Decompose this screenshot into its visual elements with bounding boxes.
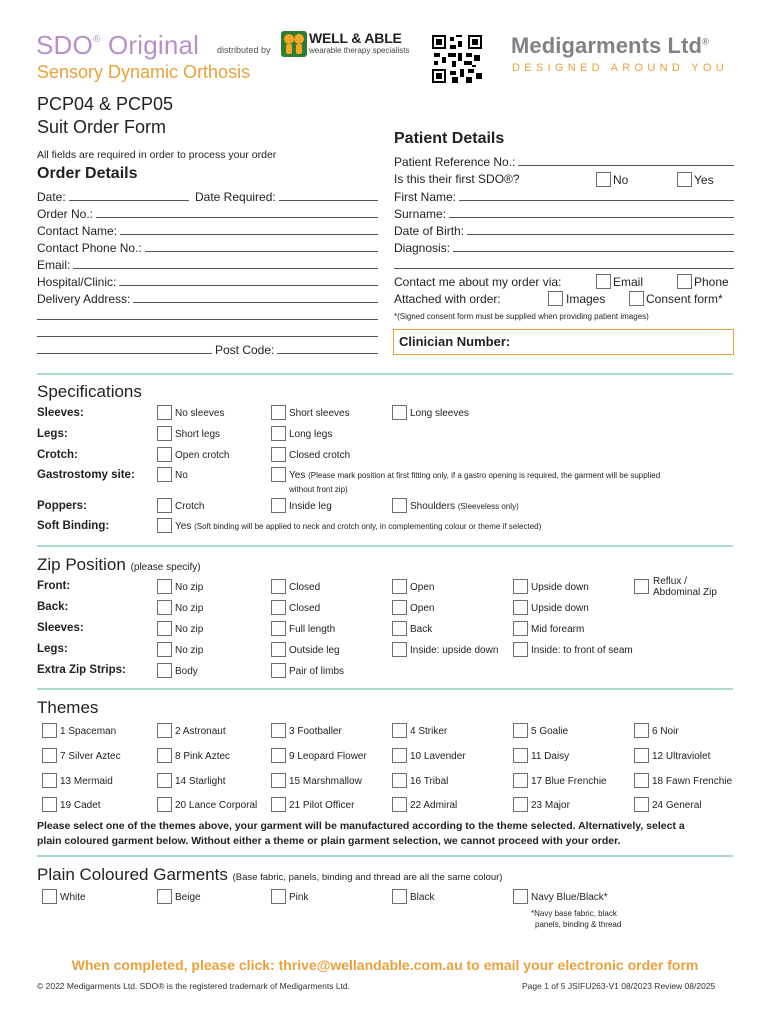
theme-label: 4 Striker [410, 726, 448, 737]
poppers-inside-leg-checkbox[interactable] [271, 498, 286, 513]
theme-checkbox[interactable] [157, 797, 172, 812]
post-code-field[interactable]: Post Code: [37, 343, 378, 357]
divider [37, 373, 733, 375]
theme-checkbox[interactable] [271, 723, 286, 738]
extra-pair-limbs-label: Pair of limbs [289, 666, 345, 677]
open-crotch-checkbox[interactable] [157, 447, 172, 462]
plain-beige-checkbox[interactable] [157, 889, 172, 904]
long-sleeves-checkbox[interactable] [392, 405, 407, 420]
order-details-heading: Order Details [37, 165, 138, 182]
theme-label: 6 Noir [652, 726, 679, 737]
back-no-zip-label: No zip [175, 603, 204, 614]
theme-label: 5 Goalie [531, 726, 569, 737]
theme-label: 10 Lavender [410, 751, 466, 762]
back-open-checkbox[interactable] [392, 600, 407, 615]
first-sdo-no-label: No [613, 173, 629, 187]
front-upside-down-label: Upside down [531, 582, 589, 593]
contact-phone-field[interactable]: Contact Phone No.: [37, 241, 378, 255]
divider [37, 688, 733, 690]
legs-outside-leg-checkbox[interactable] [271, 642, 286, 657]
first-sdo-yes-label: Yes [694, 173, 714, 187]
theme-checkbox[interactable] [634, 797, 649, 812]
theme-label: 9 Leopard Flower [289, 751, 367, 762]
distributed-by: distributed by [217, 45, 271, 55]
extra-pair-limbs-checkbox[interactable] [271, 663, 286, 678]
front-closed-checkbox[interactable] [271, 579, 286, 594]
zip-position-heading: Zip Position (please specify) [37, 555, 201, 574]
copyright: © 2022 Medigarments Ltd. SDO® is the registered trademark of Medigarments Ltd. [37, 981, 351, 991]
plain-white-checkbox[interactable] [42, 889, 57, 904]
front-no-zip-label: No zip [175, 582, 204, 593]
legs-inside-upside-down-checkbox[interactable] [392, 642, 407, 657]
well-and-able-logo-icon [281, 31, 307, 57]
plain-navy-checkbox[interactable] [513, 889, 528, 904]
short-sleeves-checkbox[interactable] [271, 405, 286, 420]
company-name: Medigarments Ltd® [511, 33, 709, 58]
theme-label: 21 Pilot Officer [289, 800, 355, 811]
gastro-no-label: No [175, 470, 188, 481]
short-legs-checkbox[interactable] [157, 426, 172, 441]
theme-label: 2 Astronaut [175, 726, 226, 737]
partner-subtitle: wearable therapy specialists [309, 46, 410, 55]
theme-checkbox[interactable] [392, 748, 407, 763]
back-closed-label: Closed [289, 603, 321, 614]
zip-legs-label: Legs: [37, 643, 68, 655]
theme-label: 8 Pink Aztec [175, 751, 231, 762]
short-legs-label: Short legs [175, 429, 221, 440]
theme-label: 15 Marshmallow [289, 776, 362, 787]
gastro-no-checkbox[interactable] [157, 467, 172, 482]
date-field[interactable]: Date: [37, 190, 189, 204]
no-sleeves-checkbox[interactable] [157, 405, 172, 420]
diagnosis-field[interactable]: Diagnosis: [394, 241, 734, 255]
partner-name: WELL & ABLE [309, 30, 402, 46]
theme-checkbox[interactable] [157, 773, 172, 788]
contact-phone-checkbox[interactable] [677, 274, 692, 289]
first-name-field[interactable]: First Name: [394, 190, 734, 204]
date-required-field[interactable]: Date Required: [195, 190, 378, 204]
gastro-yes-label: Yes (Please mark position at first fitting only, if a gastro opening is required, the garment will be supplied [289, 470, 661, 481]
legs-inside-upside-down-label: Inside: upside down [410, 645, 499, 656]
theme-label: 22 Admiral [410, 800, 458, 811]
legs-inside-front-seam-label: Inside: to front of seam [531, 645, 633, 656]
delivery-address-field[interactable]: Delivery Address: [37, 292, 378, 306]
sleeves-mid-forearm-checkbox[interactable] [513, 621, 528, 636]
page-info: Page 1 of 5 JSIFU263-V1 08/2023 Review 08/2025 [522, 981, 716, 991]
front-open-label: Open [410, 582, 435, 593]
theme-label: 23 Major [531, 800, 570, 811]
legs-inside-front-seam-checkbox[interactable] [513, 642, 528, 657]
hospital-field[interactable]: Hospital/Clinic: [37, 275, 378, 289]
short-sleeves-label: Short sleeves [289, 408, 350, 419]
plain-pink-label: Pink [289, 892, 309, 903]
theme-checkbox[interactable] [271, 797, 286, 812]
poppers-crotch-label: Crotch [175, 501, 205, 512]
long-legs-checkbox[interactable] [271, 426, 286, 441]
specifications-heading: Specifications [37, 382, 142, 401]
company-tagline: DESIGNED AROUND YOU [512, 62, 728, 74]
theme-label: 24 General [652, 800, 702, 811]
theme-label: 12 Ultraviolet [652, 751, 711, 762]
legs-outside-leg-label: Outside leg [289, 645, 340, 656]
legs-no-zip-label: No zip [175, 645, 204, 656]
front-open-checkbox[interactable] [392, 579, 407, 594]
closed-crotch-checkbox[interactable] [271, 447, 286, 462]
plain-beige-label: Beige [175, 892, 201, 903]
contact-name-field[interactable]: Contact Name: [37, 224, 378, 238]
theme-label: 14 Starlight [175, 776, 226, 787]
sdo-subtitle: Sensory Dynamic Orthosis [37, 62, 251, 82]
first-sdo-question: Is this their first SDO®? [394, 172, 520, 186]
poppers-shoulders-label: Shoulders (Sleeveless only) [410, 501, 519, 512]
plain-black-label: Black [410, 892, 435, 903]
soft-binding-label: Soft Binding: [37, 520, 110, 532]
no-sleeves-label: No sleeves [175, 408, 225, 419]
theme-checkbox[interactable] [513, 723, 528, 738]
soft-binding-yes-label: Yes (Soft binding will be applied to neck and crotch only, in complementing colour or theme if selected) [175, 521, 542, 532]
themes-heading: Themes [37, 698, 99, 717]
theme-checkbox[interactable] [634, 773, 649, 788]
attached-images-label: Images [566, 292, 606, 306]
theme-checkbox[interactable] [513, 748, 528, 763]
theme-label: 20 Lance Corporal [175, 800, 258, 811]
front-upside-down-checkbox[interactable] [513, 579, 528, 594]
long-sleeves-label: Long sleeves [410, 408, 469, 419]
address-line-2[interactable] [37, 319, 378, 320]
contact-email-label: Email [613, 275, 644, 289]
theme-checkbox[interactable] [157, 748, 172, 763]
theme-label: 7 Silver Aztec [60, 751, 121, 762]
sleeves-no-zip-label: No zip [175, 624, 204, 635]
theme-checkbox[interactable] [42, 797, 57, 812]
email-field[interactable]: Email: [37, 258, 378, 272]
extra-zip-strips-label: Extra Zip Strips: [37, 664, 126, 676]
extra-body-checkbox[interactable] [157, 663, 172, 678]
theme-checkbox[interactable] [42, 748, 57, 763]
sleeves-label: Sleeves: [37, 407, 84, 419]
poppers-crotch-checkbox[interactable] [157, 498, 172, 513]
theme-checkbox[interactable] [42, 773, 57, 788]
attached-images-checkbox[interactable] [548, 291, 563, 306]
theme-checkbox[interactable] [513, 797, 528, 812]
back-open-label: Open [410, 603, 435, 614]
gastro-yes-note: without front zip) [289, 485, 348, 494]
surname-field[interactable]: Surname: [394, 207, 734, 221]
back-closed-checkbox[interactable] [271, 600, 286, 615]
back-upside-down-checkbox[interactable] [513, 600, 528, 615]
gastro-yes-checkbox[interactable] [271, 467, 286, 482]
theme-label: 17 Blue Frenchie [531, 776, 607, 787]
zip-front-label: Front: [37, 580, 71, 592]
theme-label: 16 Tribal [410, 776, 449, 787]
patient-details-heading: Patient Details [394, 130, 505, 147]
theme-checkbox[interactable] [271, 748, 286, 763]
address-line-3[interactable] [37, 336, 378, 337]
theme-checkbox[interactable] [392, 797, 407, 812]
sleeves-full-length-checkbox[interactable] [271, 621, 286, 636]
theme-checkbox[interactable] [42, 723, 57, 738]
plain-navy-note: *Navy base fabric, black panels, binding & thread [531, 909, 622, 929]
plain-white-label: White [60, 892, 86, 903]
sleeves-back-label: Back [410, 624, 433, 635]
first-sdo-no-checkbox[interactable] [596, 172, 611, 187]
plain-navy-label: Navy Blue/Black* [531, 892, 608, 903]
patient-ref-field[interactable]: Patient Reference No.: [394, 155, 734, 169]
theme-label: 13 Mermaid [60, 776, 113, 787]
theme-checkbox[interactable] [634, 723, 649, 738]
crotch-label: Crotch: [37, 449, 78, 461]
poppers-shoulders-checkbox[interactable] [392, 498, 407, 513]
theme-checkbox[interactable] [271, 773, 286, 788]
attached-consent-checkbox[interactable] [629, 291, 644, 306]
qr-code-icon[interactable] [432, 35, 482, 83]
attached-label: Attached with order: [394, 292, 501, 306]
poppers-inside-leg-label: Inside leg [289, 501, 332, 512]
front-closed-label: Closed [289, 582, 321, 593]
soft-binding-yes-checkbox[interactable] [157, 518, 172, 533]
form-title: PCP04 & PCP05 Suit Order Form [37, 94, 174, 137]
theme-label: 3 Footballer [289, 726, 342, 737]
theme-checkbox[interactable] [634, 748, 649, 763]
plain-garments-heading: Plain Coloured Garments (Base fabric, panels, binding and thread are all the same colour) [37, 865, 503, 884]
front-reflux-checkbox[interactable] [634, 579, 649, 594]
themes-note: Please select one of the themes above, your garment will be manufactured according to the theme selected. Alternatively, select a plain coloured garment below. Without either a theme or plain garment selection, we cannot proceed with your order. [37, 820, 685, 847]
theme-checkbox[interactable] [513, 773, 528, 788]
back-upside-down-label: Upside down [531, 603, 589, 614]
divider [37, 545, 733, 547]
front-reflux-label: Reflux / Abdominal Zip [653, 576, 717, 598]
clinician-number-field[interactable]: Clinician Number: [393, 329, 734, 355]
zip-sleeves-label: Sleeves: [37, 622, 84, 634]
theme-label: 18 Fawn Frenchie [652, 776, 733, 787]
sleeves-mid-forearm-label: Mid forearm [531, 624, 585, 635]
divider [37, 855, 733, 857]
dob-field[interactable]: Date of Birth: [394, 224, 734, 238]
contact-via-label: Contact me about my order via: [394, 275, 562, 289]
diagnosis-line-2[interactable] [394, 268, 734, 269]
sdo-logo: SDO® Original [36, 30, 200, 60]
zip-back-label: Back: [37, 601, 69, 613]
consent-note: *(Signed consent form must be supplied when providing patient images) [394, 312, 649, 321]
back-no-zip-checkbox[interactable] [157, 600, 172, 615]
legs-no-zip-checkbox[interactable] [157, 642, 172, 657]
theme-label: 11 Daisy [531, 751, 570, 762]
attached-consent-label: Consent form* [646, 292, 723, 306]
open-crotch-label: Open crotch [175, 450, 230, 461]
theme-checkbox[interactable] [392, 773, 407, 788]
submit-instructions: When completed, please click: thrive@wellandable.com.au to email your electronic order form [71, 957, 699, 973]
poppers-label: Poppers: [37, 500, 87, 512]
sleeves-full-length-label: Full length [289, 624, 336, 635]
theme-label: 1 Spaceman [60, 726, 117, 737]
order-no-field[interactable]: Order No.: [37, 207, 378, 221]
sleeves-back-checkbox[interactable] [392, 621, 407, 636]
email-link[interactable]: thrive@wellandable.com.au [278, 957, 463, 973]
closed-crotch-label: Closed crotch [289, 450, 351, 461]
contact-email-checkbox[interactable] [596, 274, 611, 289]
extra-body-label: Body [175, 666, 198, 677]
plain-pink-checkbox[interactable] [271, 889, 286, 904]
theme-label: 19 Cadet [60, 800, 101, 811]
front-no-zip-checkbox[interactable] [157, 579, 172, 594]
gastrostomy-label: Gastrostomy site: [37, 469, 135, 481]
contact-phone-label: Phone [694, 275, 729, 289]
sleeves-no-zip-checkbox[interactable] [157, 621, 172, 636]
theme-checkbox[interactable] [157, 723, 172, 738]
legs-label: Legs: [37, 428, 68, 440]
long-legs-label: Long legs [289, 429, 333, 440]
plain-black-checkbox[interactable] [392, 889, 407, 904]
first-sdo-yes-checkbox[interactable] [677, 172, 692, 187]
required-note: All fields are required in order to process your order [37, 149, 277, 161]
theme-checkbox[interactable] [392, 723, 407, 738]
